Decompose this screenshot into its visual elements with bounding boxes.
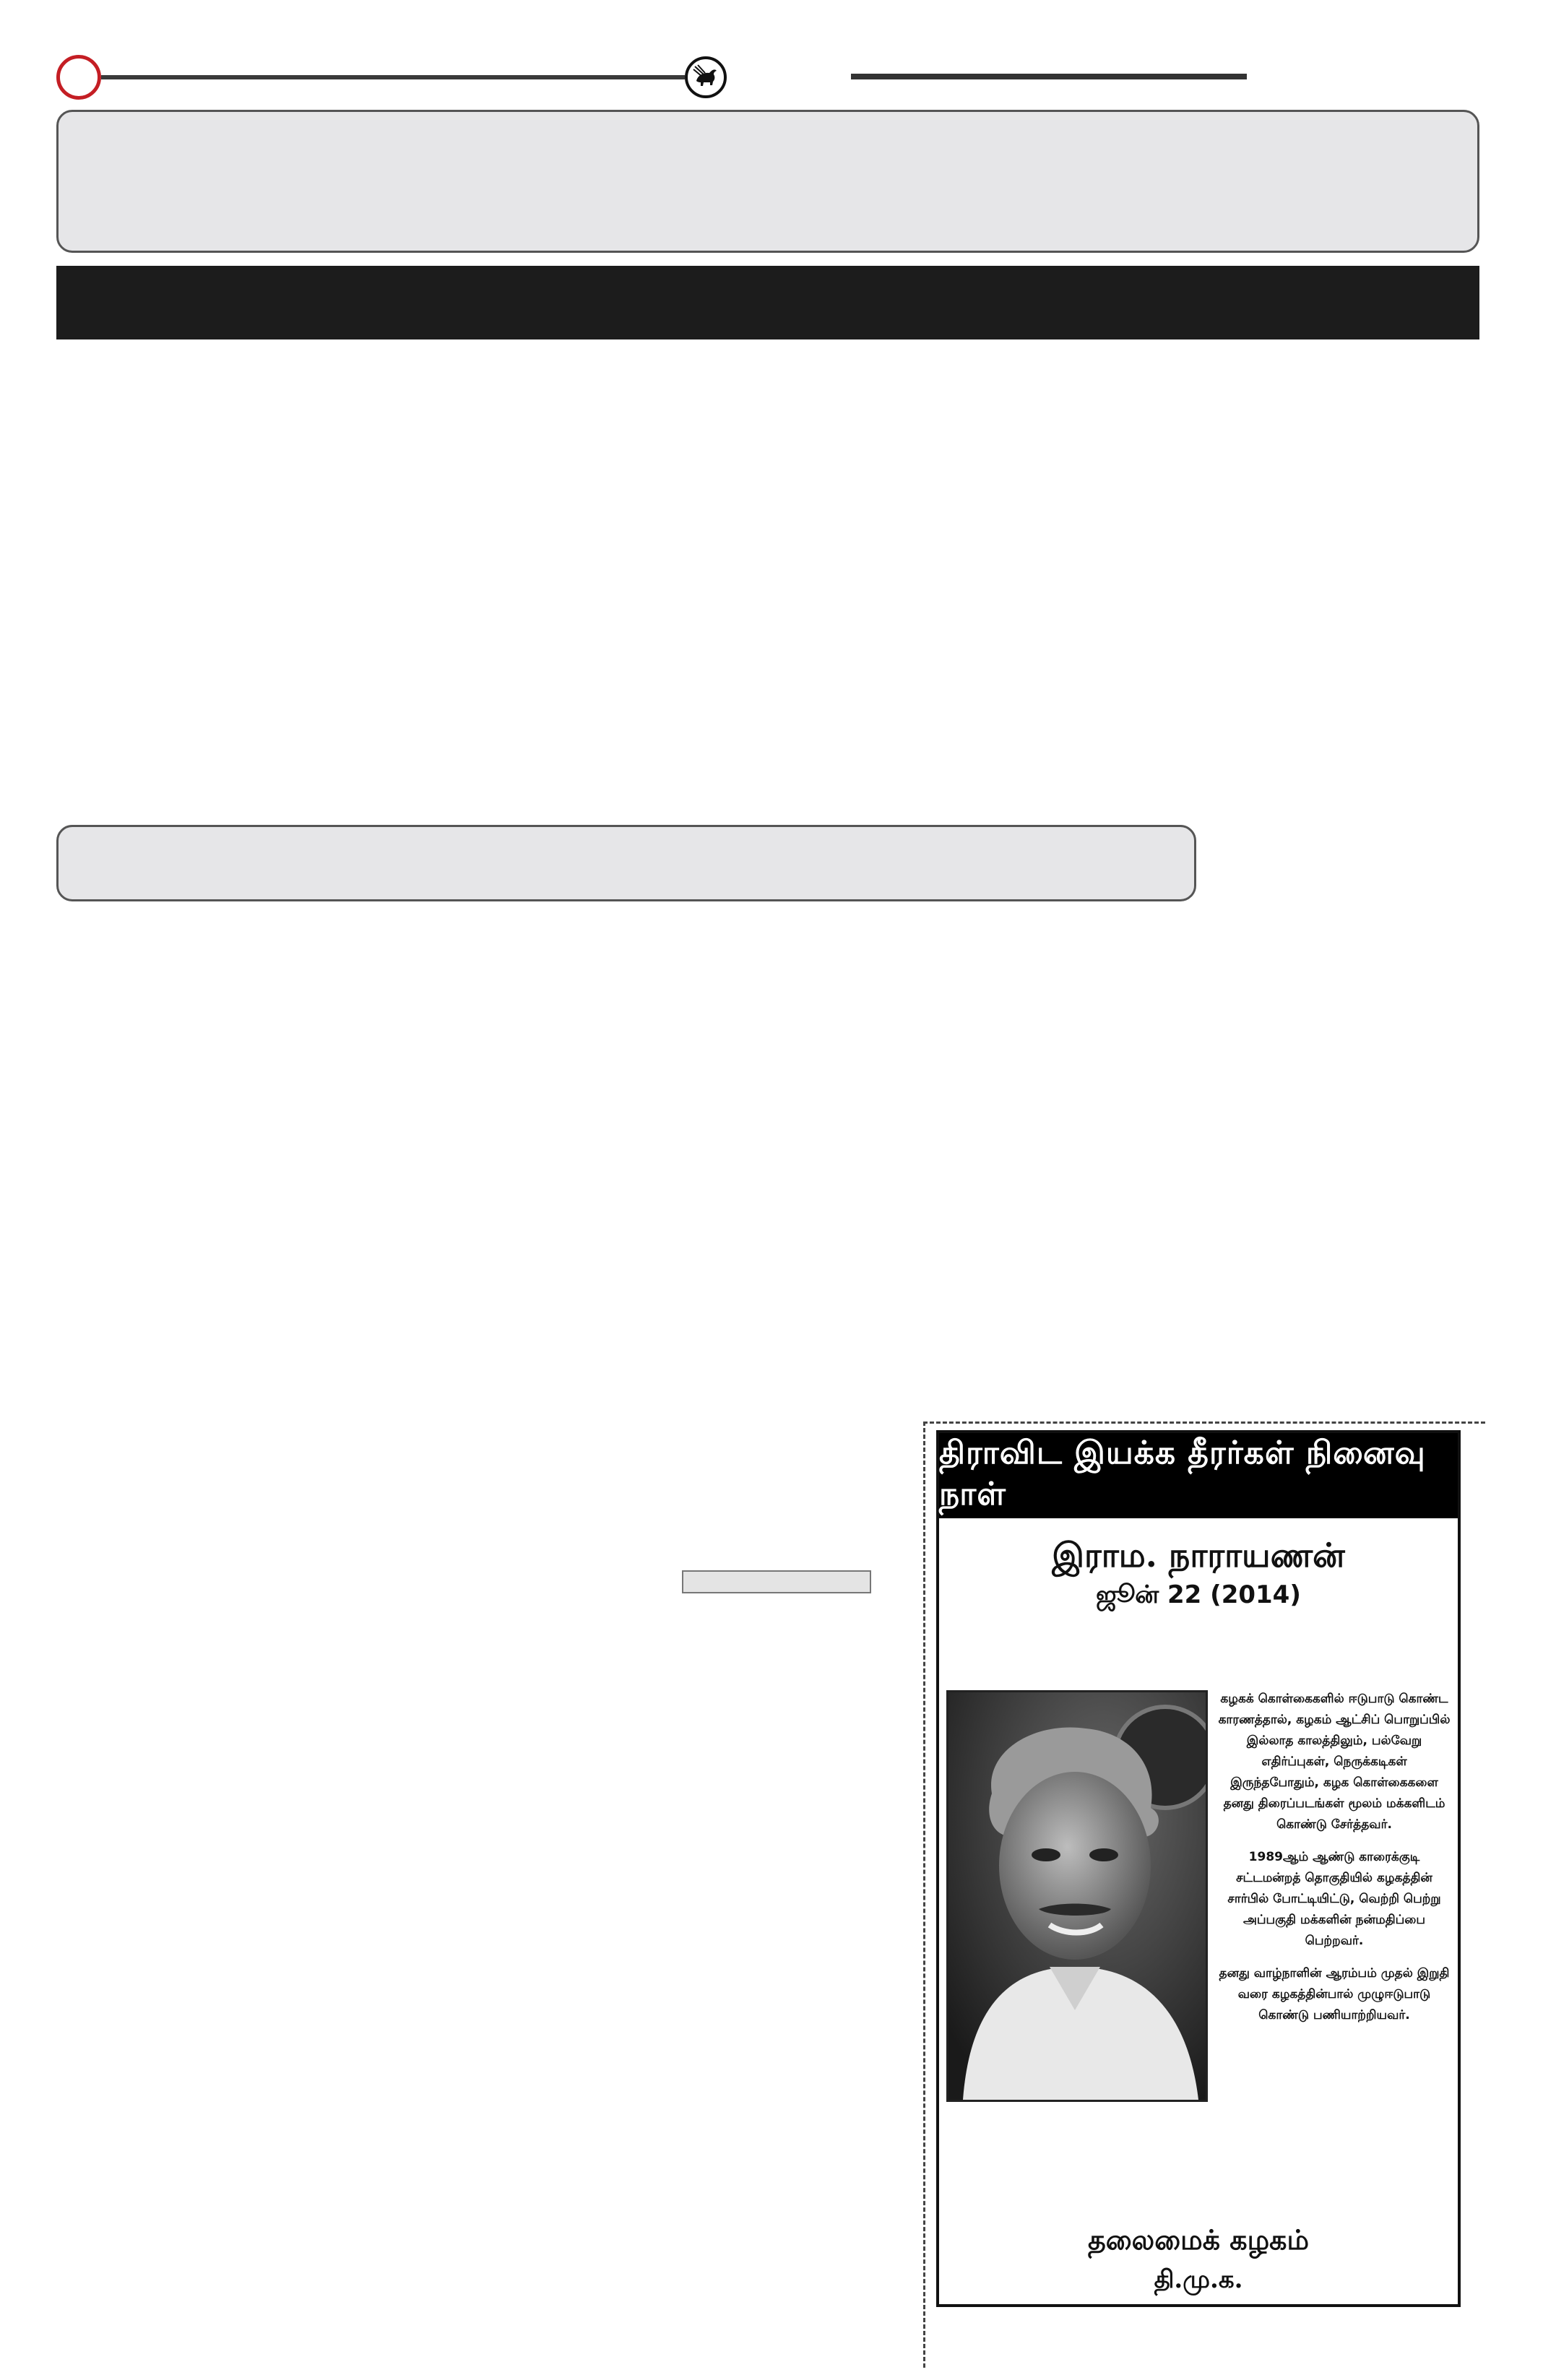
memorial-bio xyxy=(1215,1689,1453,2038)
party-emblem-icon xyxy=(685,56,727,98)
headline-box xyxy=(56,110,1479,253)
header-rule-right xyxy=(851,74,1247,79)
signature-organization: தலைமைக் கழகம் xyxy=(1087,2223,1310,2256)
signature-party: தி.மு.க. xyxy=(1154,2265,1243,2294)
byline-bar xyxy=(682,1570,871,1593)
bio-paragraph: தனது வாழ்நாளின் ஆரம்பம் முதல் இறுதி வரை கழகத்தின்பால் முழுஈடுபாடு கொண்டு பணியாற்றியவர். xyxy=(1219,1966,1450,2022)
section-band xyxy=(56,266,1479,339)
memorial-ad-title: திராவிட இயக்க தீரர்கள் நினைவு நாள் xyxy=(939,1435,1426,1513)
memorial-date: ஜூன் 22 (2014) xyxy=(1096,1580,1301,1609)
page-number-circle xyxy=(56,55,101,100)
bio-paragraph: 1989ஆம் ஆண்டு காரைக்குடி சட்டமன்றத் தொகுதியில் கழகத்தின் சார்பில் போட்டியிட்டு, வெற்றி பெற்று அப்பகுதி மக்களின் நன்மதிப்பை பெற்றவர். xyxy=(1227,1850,1441,1948)
memorial-ad-header xyxy=(939,1433,1458,1518)
header-rule-left xyxy=(101,75,685,79)
memorial-person-name: இராம. நாராயணன் xyxy=(1052,1536,1345,1575)
subheading-box xyxy=(56,825,1196,901)
bio-paragraph: கழகக் கொள்கைகளில் ஈடுபாடு கொண்ட காரணத்தால், கழகம் ஆட்சிப் பொறுப்பில் இல்லாத காலத்திலும், பல்வேறு எதிர்ப்புகள், நெருக்கடிகள் இருந்தபோதும், கழக கொள்கைகளை தனது திரைப்படங்கள் மூலம் மக்களிடம் கொண்டு சேர்த்தவர். xyxy=(1218,1692,1451,1832)
memorial-portrait-photo xyxy=(946,1690,1208,2102)
